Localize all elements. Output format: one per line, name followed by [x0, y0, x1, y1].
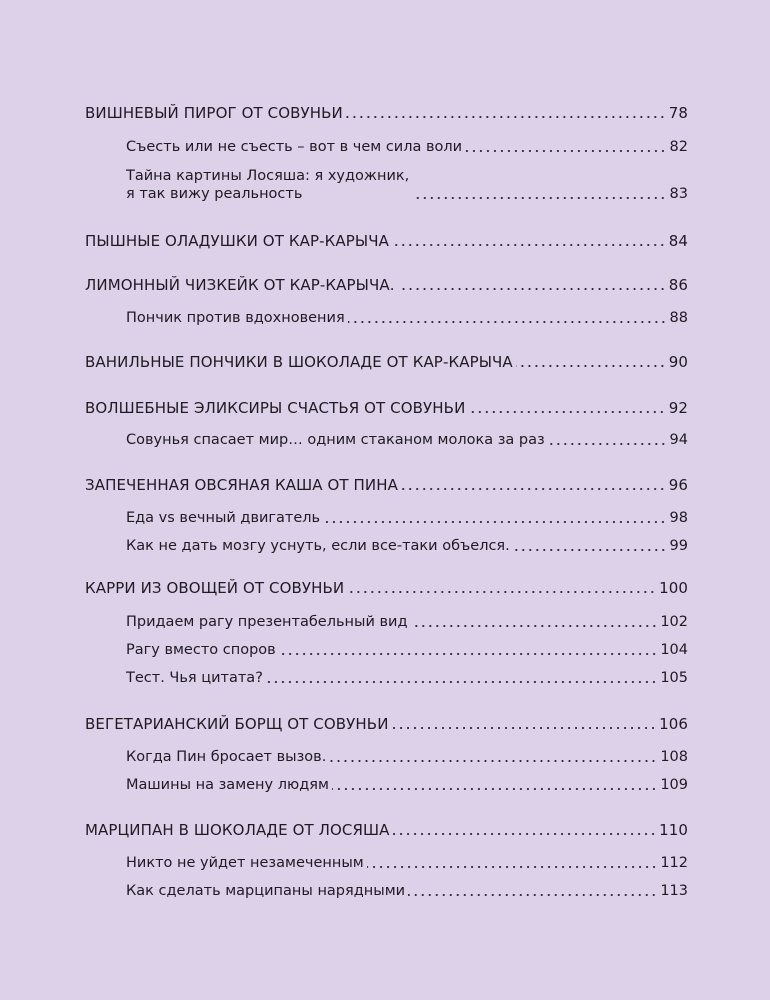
toc-section-entry: [126, 537, 688, 555]
dot-leader: [279, 641, 658, 659]
entry-title: Съесть или не съесть – вот в чем сила воли: [126, 139, 463, 155]
entry-page-number: 105: [660, 670, 688, 686]
entry-title: Как не дать мозгу уснуть, если все-таки объелся.: [126, 538, 510, 554]
dot-leader: [412, 185, 666, 203]
toc-section-entry: [126, 641, 688, 659]
dot-leader: [513, 537, 667, 555]
toc-section-entry: [126, 167, 688, 203]
dot-leader: [548, 431, 667, 449]
toc-section-entry: [126, 509, 688, 527]
dot-leader: [266, 669, 657, 687]
entry-title: ВЕГЕТАРИАНСКИЙ БОРЩ ОТ СОВУНЬИ: [85, 715, 389, 733]
toc-section-entry: [126, 882, 688, 900]
toc-chapter-entry: [85, 821, 688, 839]
entry-page-number: 113: [660, 883, 688, 899]
dot-leader: [398, 276, 666, 294]
entry-page-number: 104: [660, 642, 688, 658]
entry-title: ВАНИЛЬНЫЕ ПОНЧИКИ В ШОКОЛАДЕ ОТ КАР-КАРЫЧА: [85, 353, 513, 371]
dot-leader: [411, 613, 658, 631]
entry-page-number: 90: [668, 353, 688, 371]
entry-page-number: 92: [668, 399, 688, 417]
entry-page-number: 94: [669, 432, 688, 448]
toc-section-entry: [126, 854, 688, 872]
dot-leader: [348, 309, 667, 327]
entry-title: Никто не уйдет незамеченным: [126, 855, 364, 871]
toc-chapter-entry: [85, 399, 688, 417]
dot-leader: [468, 399, 665, 417]
toc-chapter-entry: [85, 232, 688, 250]
dot-leader: [392, 232, 666, 250]
entry-page-number: 100: [659, 579, 688, 597]
dot-leader: [347, 579, 656, 597]
entry-title: Еда vs вечный двигатель: [126, 510, 321, 526]
entry-title: ЗАПЕЧЕННАЯ ОВСЯНАЯ КАША ОТ ПИНА: [85, 476, 398, 494]
entry-title: Как сделать марципаны нарядными: [126, 883, 406, 899]
dot-leader: [408, 882, 657, 900]
entry-title: КАРРИ ИЗ ОВОЩЕЙ ОТ СОВУНЬИ: [85, 579, 345, 597]
entry-page-number: 98: [669, 510, 688, 526]
toc-section-entry: [126, 309, 688, 327]
dot-leader: [392, 715, 657, 733]
toc-chapter-entry: [85, 276, 688, 294]
entry-title: ПЫШНЫЕ ОЛАДУШКИ ОТ КАР-КАРЫЧА: [85, 232, 389, 250]
entry-page-number: 99: [669, 538, 688, 554]
entry-page-number: 83: [669, 186, 688, 202]
entry-title: Когда Пин бросает вызов.: [126, 749, 327, 765]
toc-chapter-entry: [85, 104, 688, 122]
entry-page-number: 86: [668, 276, 688, 294]
dot-leader: [346, 104, 666, 122]
entry-title: Тайна картины Лосяша: я художник, я так вижу реальность: [126, 168, 410, 202]
toc-chapter-entry: [85, 715, 688, 733]
entry-title: Пончик против вдохновения: [126, 310, 345, 326]
toc-section-entry: [126, 613, 688, 631]
entry-page-number: 78: [668, 104, 688, 122]
dot-leader: [332, 776, 657, 794]
toc-section-entry: [126, 138, 688, 156]
toc-section-entry: [126, 748, 688, 766]
dot-leader: [323, 509, 666, 527]
entry-title: МАРЦИПАН В ШОКОЛАДЕ ОТ ЛОСЯША: [85, 821, 390, 839]
toc-section-entry: [126, 776, 688, 794]
entry-title: Придаем рагу презентабельный вид: [126, 614, 408, 630]
entry-page-number: 84: [668, 232, 688, 250]
entry-page-number: 96: [668, 476, 688, 494]
entry-page-number: 112: [660, 855, 688, 871]
entry-title: Рагу вместо споров: [126, 642, 276, 658]
entry-title: ВОЛШЕБНЫЕ ЭЛИКСИРЫ СЧАСТЬЯ ОТ СОВУНЬИ: [85, 399, 466, 417]
entry-page-number: 108: [660, 749, 688, 765]
dot-leader: [393, 821, 657, 839]
entry-page-number: 102: [660, 614, 688, 630]
dot-leader: [516, 353, 666, 371]
entry-page-number: 110: [659, 821, 688, 839]
toc-chapter-entry: [85, 353, 688, 371]
entry-page-number: 82: [669, 139, 688, 155]
entry-title: ВИШНЕВЫЙ ПИРОГ ОТ СОВУНЬИ: [85, 104, 343, 122]
dot-leader: [465, 138, 666, 156]
entry-title: Машины на замену людям: [126, 777, 329, 793]
dot-leader: [367, 854, 658, 872]
entry-title: ЛИМОННЫЙ ЧИЗКЕЙК ОТ КАР-КАРЫЧА.: [85, 276, 395, 294]
entry-page-number: 106: [659, 715, 688, 733]
toc-section-entry: [126, 669, 688, 687]
entry-page-number: 109: [660, 777, 688, 793]
entry-title: Тест. Чья цитата?: [126, 670, 263, 686]
toc-section-entry: [126, 431, 688, 449]
dot-leader: [401, 476, 666, 494]
toc-chapter-entry: [85, 579, 688, 597]
dot-leader: [329, 748, 657, 766]
toc-chapter-entry: [85, 476, 688, 494]
entry-page-number: 88: [669, 310, 688, 326]
entry-title: Совунья спасает мир… одним стаканом молока за раз: [126, 432, 545, 448]
